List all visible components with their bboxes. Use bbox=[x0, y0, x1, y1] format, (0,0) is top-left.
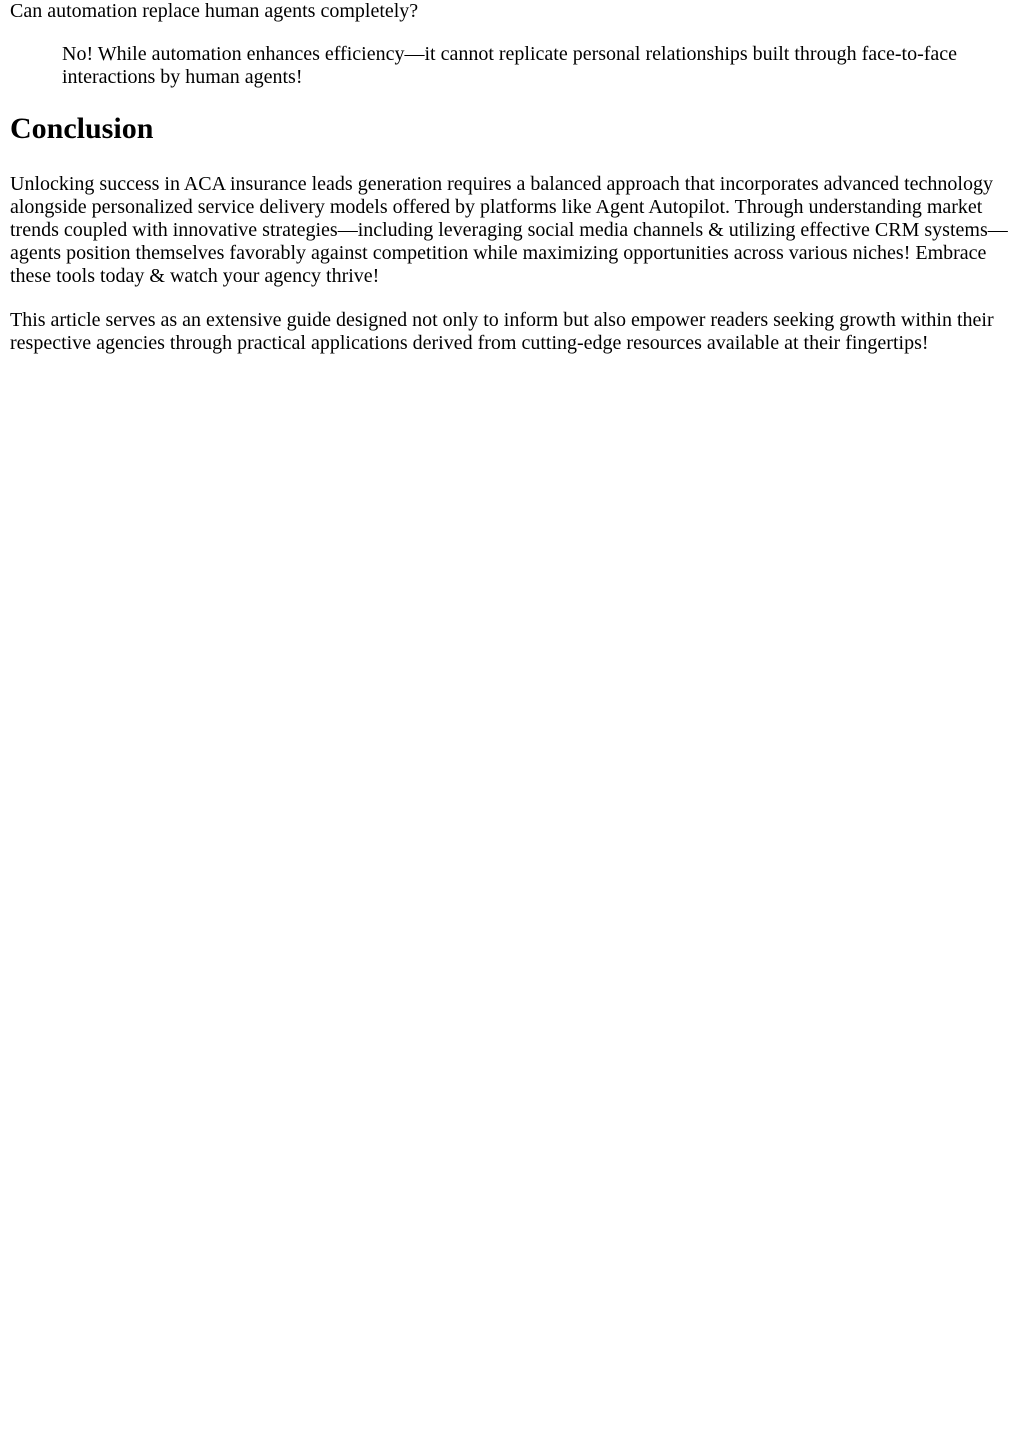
conclusion-paragraph-1: Unlocking success in ACA insurance leads generation requires a balanced approach that incorporates advanced technology alongside personalized service delivery models offered by platforms like Agent Autopilot. Through understanding market trends coupled with innovative strategies—including leveraging social media channels & utilizing effective CRM systems—agents position themselves favorably against competition while maximizing opportunities across various niches! Embrace these tools today & watch your agency thrive! bbox=[10, 173, 1008, 287]
faq-answer: No! While automation enhances efficiency—it cannot replicate personal relationships built through face-to-face interactions by human agents! bbox=[62, 43, 958, 88]
faq-question: Can automation replace human agents completely? bbox=[10, 0, 419, 22]
conclusion-heading: Conclusion bbox=[10, 112, 154, 145]
conclusion-paragraph-2: This article serves as an extensive guide designed not only to inform but also empower readers seeking growth within their respective agencies through practical applications derived from cutting-edge resources available at their fingertips! bbox=[10, 309, 994, 354]
article-content bbox=[0, 0, 1024, 355]
